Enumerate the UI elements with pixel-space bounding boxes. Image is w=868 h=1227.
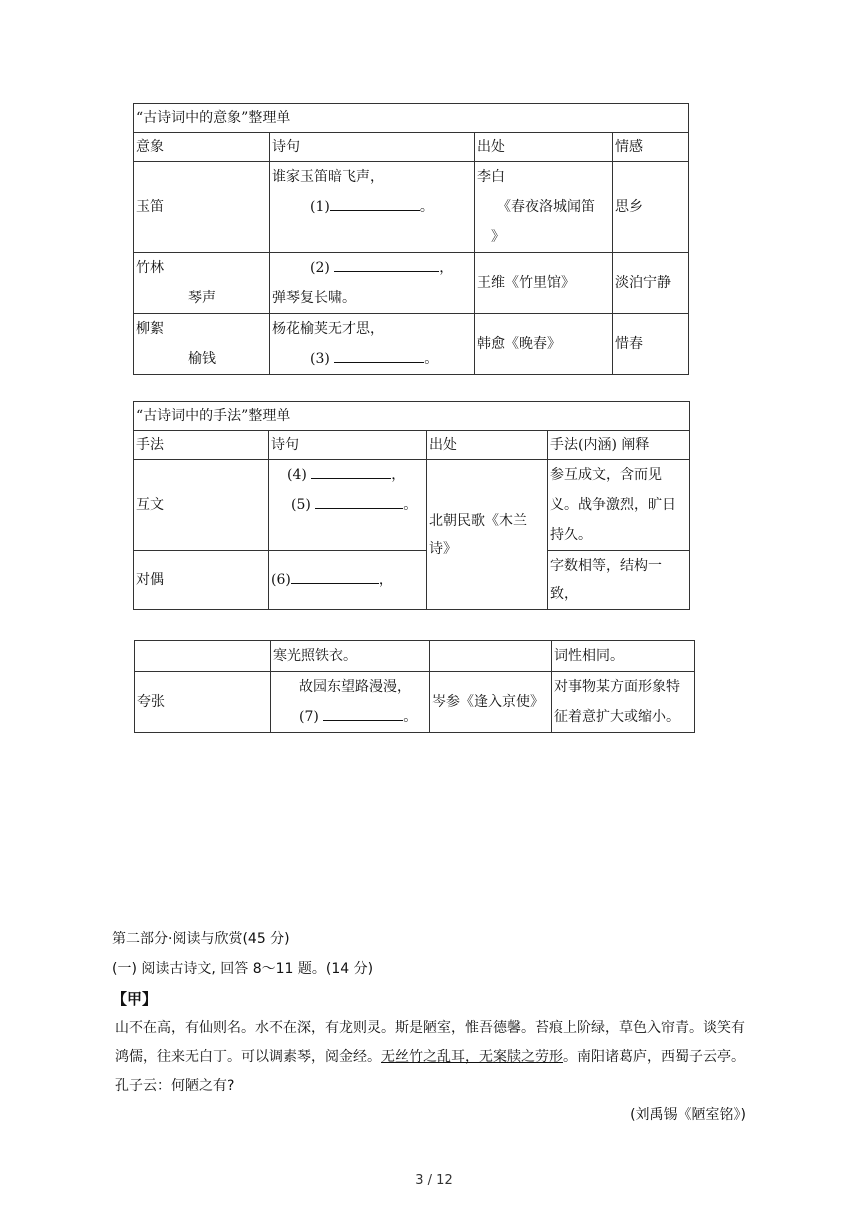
table-row (134, 460, 690, 551)
source-cell: 李白 《春夜洛城闻笛 》 (475, 162, 613, 253)
technique-table (133, 401, 690, 610)
table-row (135, 641, 695, 672)
emotion-cell: 淡泊宁静 (613, 253, 689, 314)
section-subtitle: (一) 阅读古诗文, 回答 8～11 题。(14 分) (112, 961, 374, 977)
imagery-table (133, 103, 689, 375)
technique-cell: 夸张 (135, 672, 271, 733)
source-cell: 王维《竹里馆》 (475, 253, 613, 314)
passage-text: 山不在高，有仙则名。水不在深，有龙则灵。斯是陋室，惟吾德馨。苔痕上阶绿，草色入帘青。谈笑有鸿儒，往来无白丁。可以调素琴，阅金经。无丝竹之乱耳，无案牍之劳形。南阳诸葛庐，西蜀子云亭。孔子云：何陋之有? (115, 1020, 745, 1094)
explain-cell: 字数相等，结构一致， (548, 551, 690, 610)
source-cell: 韩愈《晚春》 (475, 314, 613, 375)
verse-cell: 故园东望路漫漫， (7) 。 (271, 672, 430, 733)
table-row (134, 162, 689, 253)
header-cell: 手法 (134, 431, 269, 460)
image-cell: 竹林 琴声 (134, 253, 270, 314)
table-row (135, 672, 695, 733)
explain-cell: 词性相同。 (552, 641, 695, 672)
page-number: 3 / 12 (415, 1173, 453, 1188)
source-cell: 北朝民歌《木兰诗》 (427, 460, 548, 610)
header-cell: 情感 (613, 133, 689, 162)
header-cell: 出处 (427, 431, 548, 460)
technique-cell: 互文 (134, 460, 269, 551)
header-cell: 手法(内涵) 阐释 (548, 431, 690, 460)
verse-cell: 杨花榆荚无才思， (3) 。 (270, 314, 475, 375)
source-cell: 岑参《逢入京使》 (430, 672, 552, 733)
header-cell: 诗句 (270, 133, 475, 162)
answer-blank-6[interactable] (291, 569, 379, 584)
passage-label: 【甲】 (112, 990, 158, 1008)
explain-cell: 对事物某方面形象特征着意扩大或缩小。 (552, 672, 695, 733)
emotion-cell: 思乡 (613, 162, 689, 253)
technique-cell (135, 641, 271, 672)
header-cell: 出处 (475, 133, 613, 162)
table-row (134, 253, 689, 314)
verse-cell: 寒光照铁衣。 (271, 641, 430, 672)
answer-blank-2[interactable] (334, 257, 439, 272)
section-title: 第二部分·阅读与欣赏(45 分) (112, 931, 290, 947)
verse-cell: (6) ， (269, 551, 427, 610)
table-caption: “古诗词中的意象”整理单 (134, 104, 689, 133)
table-caption: “古诗词中的手法”整理单 (134, 402, 690, 431)
table-row (134, 551, 690, 610)
verse-cell: (4) ， (5) 。 (269, 460, 427, 551)
emotion-cell: 惜春 (613, 314, 689, 375)
answer-blank-3[interactable] (334, 348, 424, 363)
verse-cell: 谁家玉笛暗飞声， (1) 。 (270, 162, 475, 253)
header-cell: 意象 (134, 133, 270, 162)
image-cell: 柳絮 榆钱 (134, 314, 270, 375)
source-cell (430, 641, 552, 672)
underlined-sentence: 无丝竹之乱耳，无案牍之劳形 (381, 1049, 563, 1065)
verse-cell: (2) ， 弹琴复长啸。 (270, 253, 475, 314)
image-cell: 玉笛 (134, 162, 270, 253)
answer-blank-5[interactable] (315, 494, 403, 509)
technique-table-continued (134, 640, 695, 733)
answer-blank-4[interactable] (311, 464, 391, 479)
table-row (134, 314, 689, 375)
header-cell: 诗句 (269, 431, 427, 460)
passage-source: (刘禹锡《陋室铭》) (630, 1107, 746, 1123)
explain-cell: 参互成文，含而见义。战争激烈，旷日持久。 (548, 460, 690, 551)
answer-blank-7[interactable] (323, 706, 403, 721)
answer-blank-1[interactable] (330, 196, 420, 211)
technique-cell: 对偶 (134, 551, 269, 610)
